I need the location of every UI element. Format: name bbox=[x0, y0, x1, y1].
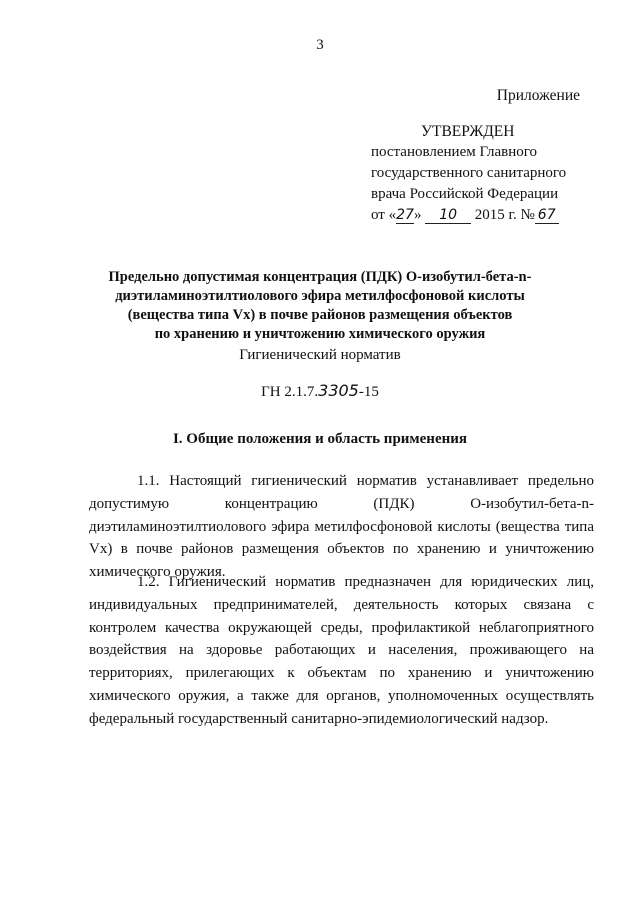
title-line: по хранению и уничтожению химического оружия bbox=[154, 326, 486, 342]
title-line: Предельно допустимая концентрация (ПДК) О-изобутил-бета-n- bbox=[108, 269, 532, 285]
section-heading: I. Общие положения и область применения bbox=[172, 431, 468, 447]
order-number: 67 bbox=[535, 207, 559, 224]
appendix-label: Приложение bbox=[496, 87, 580, 104]
title-line: (вещества типа Vx) в почве районов размещения объектов bbox=[127, 307, 513, 323]
date-year: 2015 г. № bbox=[471, 207, 535, 223]
approval-block bbox=[371, 121, 566, 226]
title-line: диэтиламиноэтилтиолового эфира метилфосфоновой кислоты bbox=[115, 288, 525, 304]
document-title bbox=[70, 268, 570, 344]
paragraph-1-2 bbox=[89, 571, 594, 731]
approval-line-3: врача Российской Федерации bbox=[371, 186, 559, 202]
approval-title: УТВЕРЖДЕН bbox=[421, 123, 515, 140]
approval-line-2: государственного санитарного bbox=[371, 165, 567, 181]
code-number: 3305 bbox=[318, 381, 359, 400]
page-number: 3 bbox=[316, 37, 324, 53]
paragraph-1-1 bbox=[89, 470, 594, 584]
approval-line-1: постановлением Главного bbox=[371, 144, 538, 160]
code-suffix: -15 bbox=[358, 384, 379, 400]
norm-code bbox=[0, 381, 640, 401]
date-day: 27 bbox=[396, 207, 414, 223]
norm-type: Гигиенический норматив bbox=[239, 347, 401, 363]
date-mid: » bbox=[413, 207, 426, 223]
paragraph-text: 1.1. Настоящий гигиенический норматив устанавливает предельно допустимую концентрацию (ПДК) О-изобутил-бета-n-диэтиламиноэтилтиолового эфира метилфосфоновой кислоты (вещества типа Vx) в почве районов размещения объектов по хранению и уничтожению химического оружия. bbox=[89, 473, 594, 581]
date-prefix: от « bbox=[371, 207, 397, 223]
date-month: 10 bbox=[425, 207, 471, 224]
paragraph-text: 1.2. Гигиенический норматив предназначен для юридических лиц, индивидуальных предпринимателей, деятельность которых связана с контролем качества окружающей среды, профилактикой неблагоприятного воздействия на здоровье работающих и населения, проживающего на территориях, прилегающих к объектам по хранению и уничтожению химического оружия, а также для органов, уполномоченных осуществлять федеральный государственный санитарно-эпидемиологический надзор. bbox=[89, 574, 594, 727]
code-prefix: ГН 2.1.7. bbox=[261, 384, 319, 400]
approval-date-line bbox=[371, 205, 566, 226]
